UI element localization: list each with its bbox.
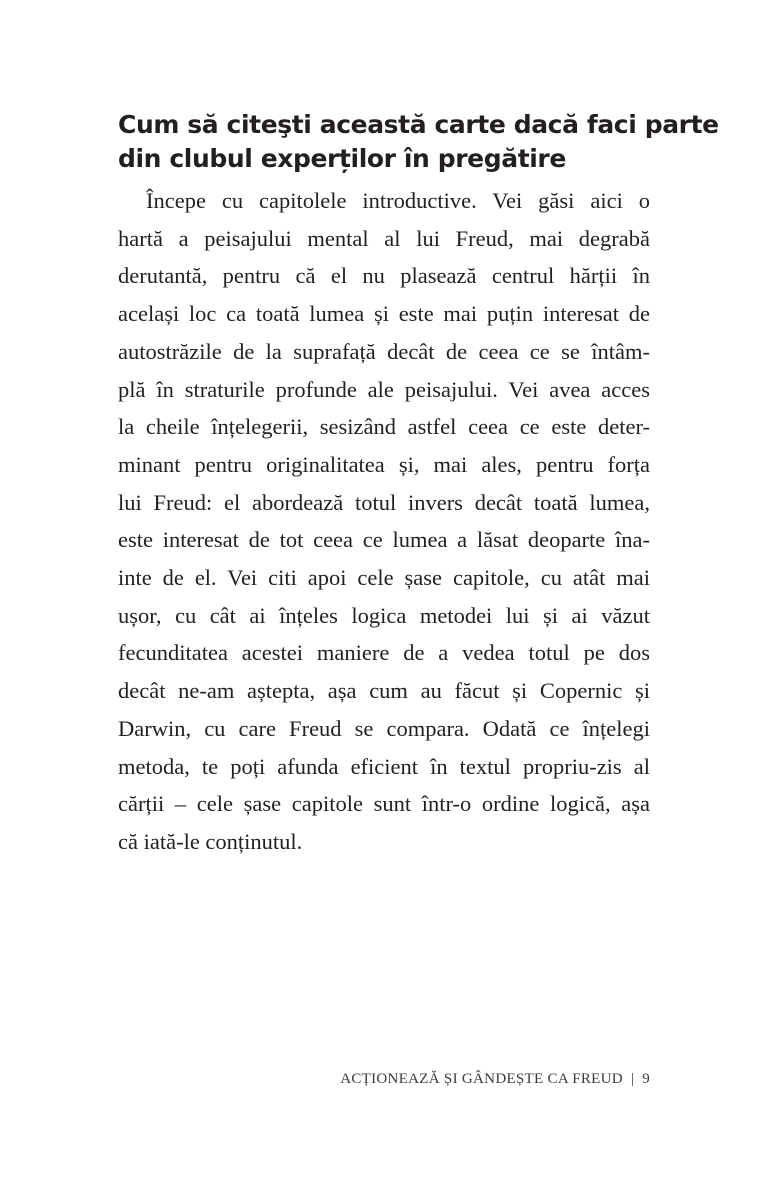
body-paragraph xyxy=(118,182,650,861)
heading-line: Cum să citeşti această carte dacă faci parte xyxy=(118,110,719,139)
page-number: 9 xyxy=(642,1071,650,1087)
section-heading xyxy=(118,108,719,176)
text-line: lui Freud: el abordează totul invers decât toată lumea, xyxy=(118,489,650,515)
text-line: fecunditatea acestei maniere de a vedea totul pe dos xyxy=(118,640,650,666)
running-title: ACȚIONEAZĂ ȘI GÂNDEȘTE CA FREUD xyxy=(340,1071,623,1087)
footer-separator: | xyxy=(630,1071,635,1087)
text-line: este interesat de tot ceea ce lumea a lăsat deoparte îna- xyxy=(118,527,650,553)
text-line: cărții – cele șase capitole sunt într-o ordine logică, așa xyxy=(118,791,650,817)
text-line: ușor, cu cât ai înțeles logica metodei lui și ai văzut xyxy=(118,602,650,628)
heading-line: din clubul experților în pregătire xyxy=(118,144,566,173)
text-line: Începe cu capitolele introductive. Vei găsi aici o xyxy=(146,188,650,213)
page-footer xyxy=(340,1071,650,1088)
text-line: hartă a peisajului mental al lui Freud, mai degrabă xyxy=(118,225,650,251)
text-line: că iată-le conținutul. xyxy=(118,828,303,854)
text-line: Darwin, cu care Freud se compara. Odată ce înțelegi xyxy=(118,715,650,741)
text-line: la cheile înțelegerii, sesizând astfel ceea ce este deter- xyxy=(118,414,650,440)
text-line: autostrăzile de la suprafață decât de ceea ce se întâm- xyxy=(118,338,650,364)
text-line: minant pentru originalitatea și, mai ales, pentru forța xyxy=(118,451,650,477)
text-line: decât ne-am aștepta, așa cum au făcut și Copernic și xyxy=(118,678,650,704)
text-line: inte de el. Vei citi apoi cele șase capitole, cu atât mai xyxy=(118,565,650,591)
text-line: derutantă, pentru că el nu plasează centrul hărții în xyxy=(118,263,650,289)
text-line: același loc ca toată lumea și este mai puțin interesat de xyxy=(118,301,650,327)
text-line: metoda, te poți afunda eficient în textul propriu-zis al xyxy=(118,753,650,779)
text-line: plă în straturile profunde ale peisajului. Vei avea acces xyxy=(118,376,650,402)
